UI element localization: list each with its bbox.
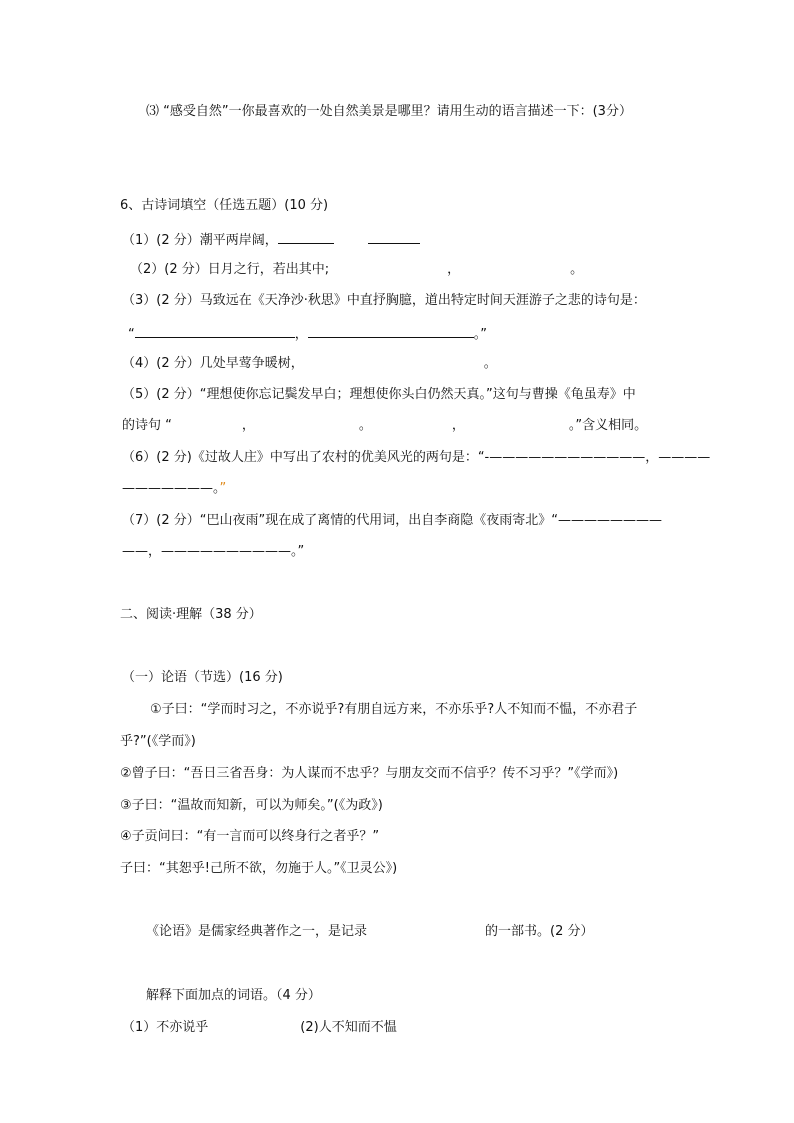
answer-blank[interactable]	[308, 323, 474, 338]
explain-instruction: 解释下面加点的词语。（4 分）	[146, 988, 321, 1003]
poem-item-5-answer	[122, 417, 647, 435]
analects-3: ③子曰：“温故而知新，可以为师矣。”(《为政》)	[120, 798, 383, 813]
poem-item-4-period: 。	[483, 356, 497, 371]
explain-item-2: (2)人不知而不愠	[300, 1020, 397, 1035]
section-6-title: 6、古诗词填空（任选五题）(10 分)	[120, 198, 329, 213]
comma: ，	[294, 327, 308, 342]
analects-1: ①子曰：“学而时习之，不亦说乎?有朋自远方来，不亦乐乎?人不知而不愠，不亦君子	[150, 702, 638, 717]
poem-item-5-lead: 的诗句 “	[122, 418, 172, 433]
fill-question-tail: 的一部书。(2 分）	[485, 924, 594, 939]
subsection-title: （一）论语（节选）(16 分)	[122, 670, 283, 685]
analects-4-reply: 子曰：“其恕乎!己所不欲，勿施于人。”《卫灵公》)	[120, 861, 398, 876]
fill-question-lead: 《论语》是儒家经典著作之一，是记录	[146, 924, 368, 939]
poem-item-6-close: ”	[219, 481, 227, 496]
poem-item-4-text: （4）(2 分）几处早莺争暖树，	[122, 356, 304, 371]
answer-blank[interactable]	[278, 229, 334, 244]
poem-item-2-text: （2）(2 分）日月之行，若出其中;	[130, 262, 330, 277]
analects-1-cont: 乎?”(《学而》)	[120, 734, 196, 749]
explain-items	[122, 1019, 397, 1037]
poem-item-5-tail: 。”含义相同。	[568, 418, 648, 433]
poem-item-6: （6）(2 分)《过故人庄》中写出了农村的优美风光的两句是：“-————————————，————	[122, 450, 711, 465]
close-quote: 。”	[473, 327, 488, 342]
part-2-title: 二、阅读·理解（38 分）	[120, 607, 262, 622]
period: 。	[358, 418, 372, 433]
comma: ，	[241, 418, 255, 433]
poem-item-2-period: 。	[570, 262, 584, 277]
poem-item-6-cont	[122, 480, 226, 498]
comma: ，	[451, 418, 465, 433]
poem-item-7: （7）(2 分）“巴山夜雨”现在成了离情的代用词，出自李商隐《夜雨寄北》“————————	[122, 513, 662, 528]
poem-item-7-cont: ——，——————————。”	[122, 544, 305, 559]
poem-item-6-dashes: ———————。	[122, 481, 220, 496]
question-5-3: ⑶ “感受自然”一你最喜欢的一处自然美景是哪里？请用生动的语言描述一下：(3分）	[146, 104, 632, 119]
poem-item-1	[122, 229, 420, 250]
poem-item-3-answer	[128, 323, 487, 344]
poem-item-3: （3）(2 分）马致远在《天净沙·秋思》中直抒胸臆，道出特定时间天涯游子之悲的诗句是：	[122, 293, 646, 308]
open-quote: “	[128, 327, 135, 342]
poem-item-4	[122, 355, 497, 373]
poem-item-2-comma: ，	[447, 262, 461, 277]
analects-2: ②曾子曰：“吾日三省吾身：为人谋而不忠乎？与朋友交而不信乎？传不习乎？”《学而》)	[120, 766, 619, 781]
poem-item-1-text: （1）(2 分）潮平两岸阔，	[122, 233, 278, 248]
answer-blank[interactable]	[368, 229, 420, 244]
fill-question	[146, 923, 594, 941]
poem-item-5: （5）(2 分）“理想使你忘记鬓发早白；理想使你头白仍然天真。”这句与曹操《龟虽寿》中	[122, 387, 636, 402]
explain-item-1: （1）不亦说乎	[122, 1020, 209, 1035]
analects-4: ④子贡问曰：“有一言而可以终身行之者乎？”	[120, 829, 380, 844]
poem-item-2	[130, 261, 583, 279]
answer-blank[interactable]	[135, 323, 295, 338]
